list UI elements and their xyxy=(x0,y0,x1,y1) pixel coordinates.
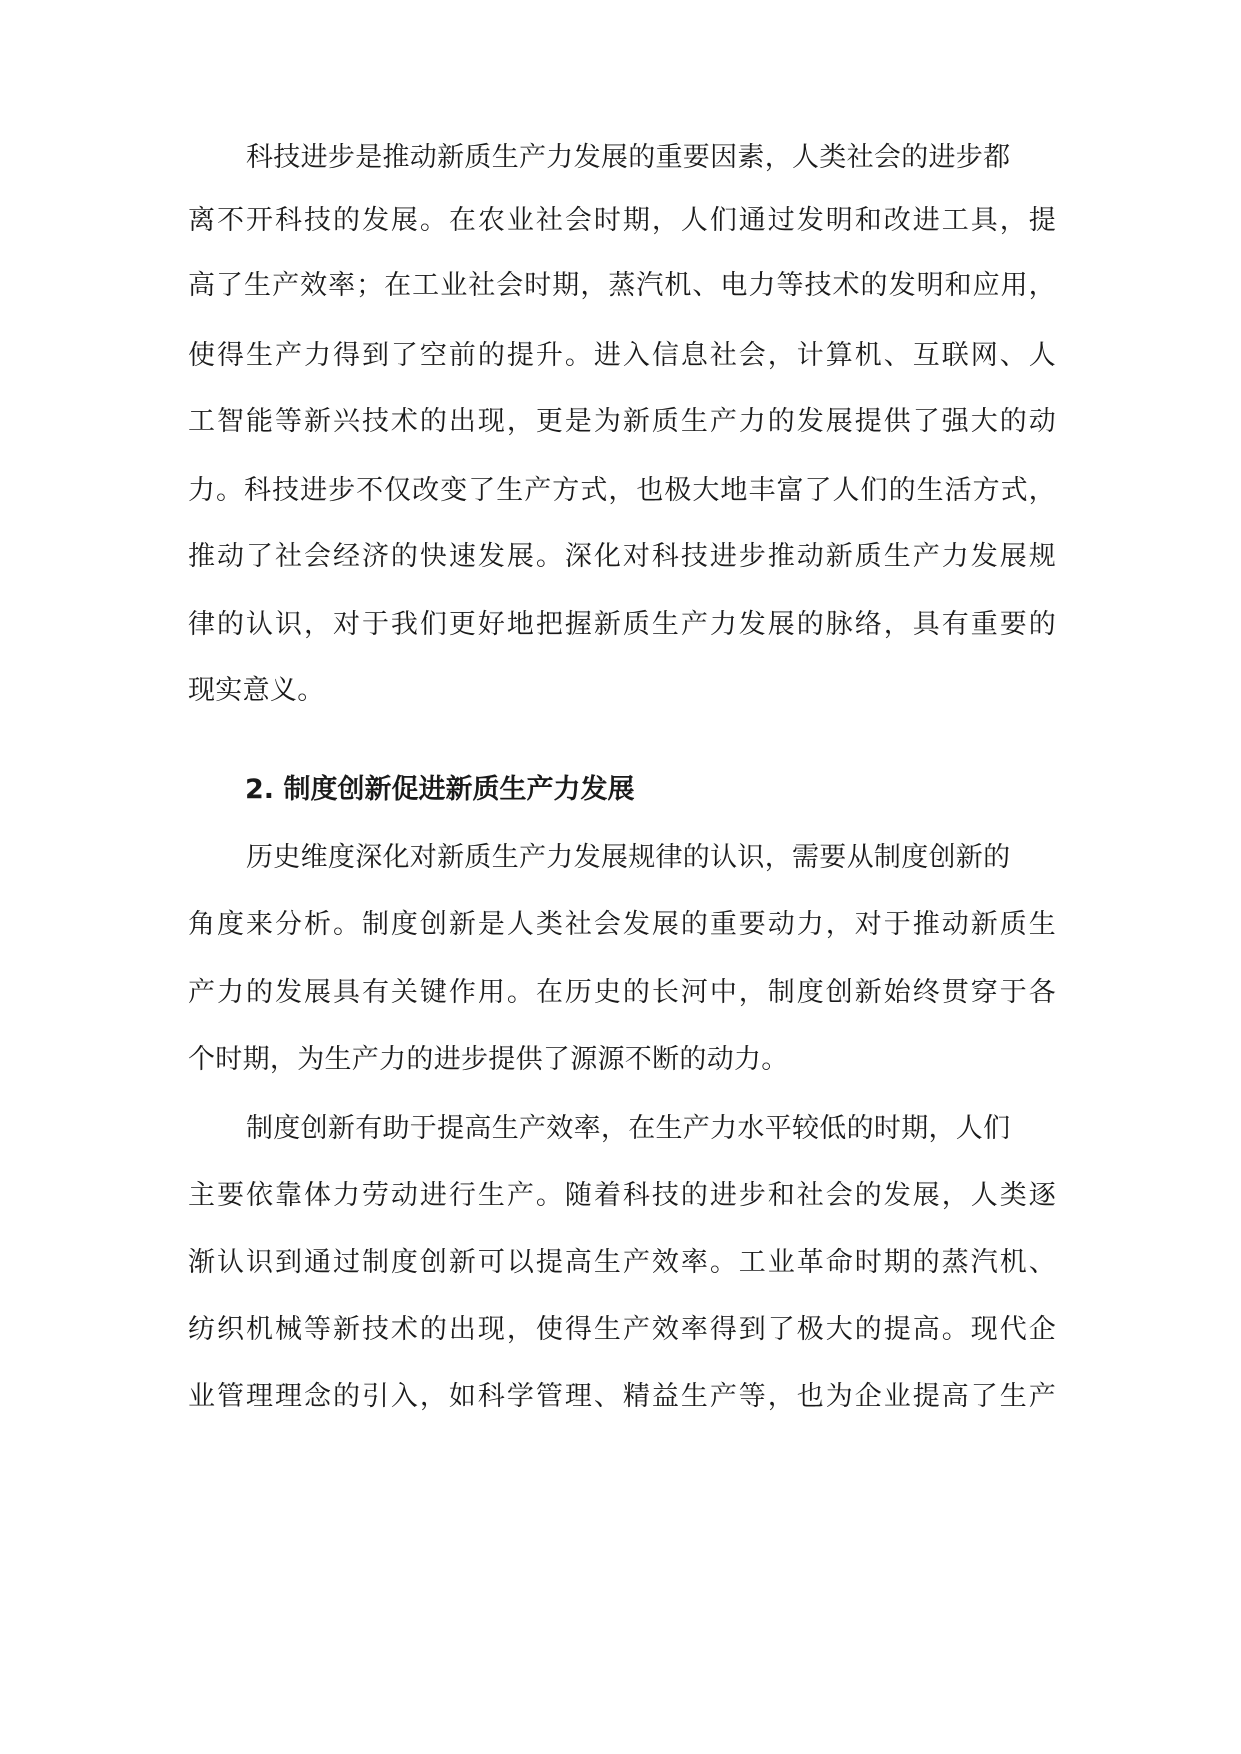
paragraph-line: 力。科技进步不仅改变了生产方式，也极大地丰富了人们的生活方式， xyxy=(188,475,1056,506)
paragraph-line: 渐认识到通过制度创新可以提高生产效率。工业革命时期的蒸汽机、 xyxy=(188,1247,1056,1278)
paragraph-line: 工智能等新兴技术的出现，更是为新质生产力的发展提供了强大的动 xyxy=(188,406,1056,437)
paragraph-line: 主要依靠体力劳动进行生产。随着科技的进步和社会的发展，人类逐 xyxy=(188,1180,1056,1211)
paragraph-line: 推动了社会经济的快速发展。深化对科技进步推动新质生产力发展规 xyxy=(188,541,1056,572)
paragraph-line: 纺织机械等新技术的出现，使得生产效率得到了极大的提高。现代企 xyxy=(188,1314,1056,1345)
paragraph-line: 离不开科技的发展。在农业社会时期，人们通过发明和改进工具，提 xyxy=(188,205,1056,236)
paragraph-line: 律的认识，对于我们更好地把握新质生产力发展的脉络，具有重要的 xyxy=(188,609,1056,640)
paragraph-line: 制度创新有助于提高生产效率，在生产力水平较低的时期，人们 xyxy=(246,1113,1011,1144)
paragraph-line: 高了生产效率；在工业社会时期，蒸汽机、电力等技术的发明和应用， xyxy=(188,270,1056,301)
paragraph-line: 个时期，为生产力的进步提供了源源不断的动力。 xyxy=(188,1044,789,1075)
paragraph-line: 使得生产力得到了空前的提升。进入信息社会，计算机、互联网、人 xyxy=(188,340,1056,371)
section-heading: 2. 制度创新促进新质生产力发展 xyxy=(245,774,635,805)
paragraph-line: 科技进步是推动新质生产力发展的重要因素，人类社会的进步都 xyxy=(246,142,1011,173)
paragraph-line: 历史维度深化对新质生产力发展规律的认识，需要从制度创新的 xyxy=(246,842,1011,873)
paragraph-line: 现实意义。 xyxy=(188,675,325,706)
paragraph-line: 业管理理念的引入，如科学管理、精益生产等，也为企业提高了生产 xyxy=(188,1381,1056,1412)
paragraph-line: 角度来分析。制度创新是人类社会发展的重要动力，对于推动新质生 xyxy=(188,909,1056,940)
paragraph-line: 产力的发展具有关键作用。在历史的长河中，制度创新始终贯穿于各 xyxy=(188,977,1056,1008)
